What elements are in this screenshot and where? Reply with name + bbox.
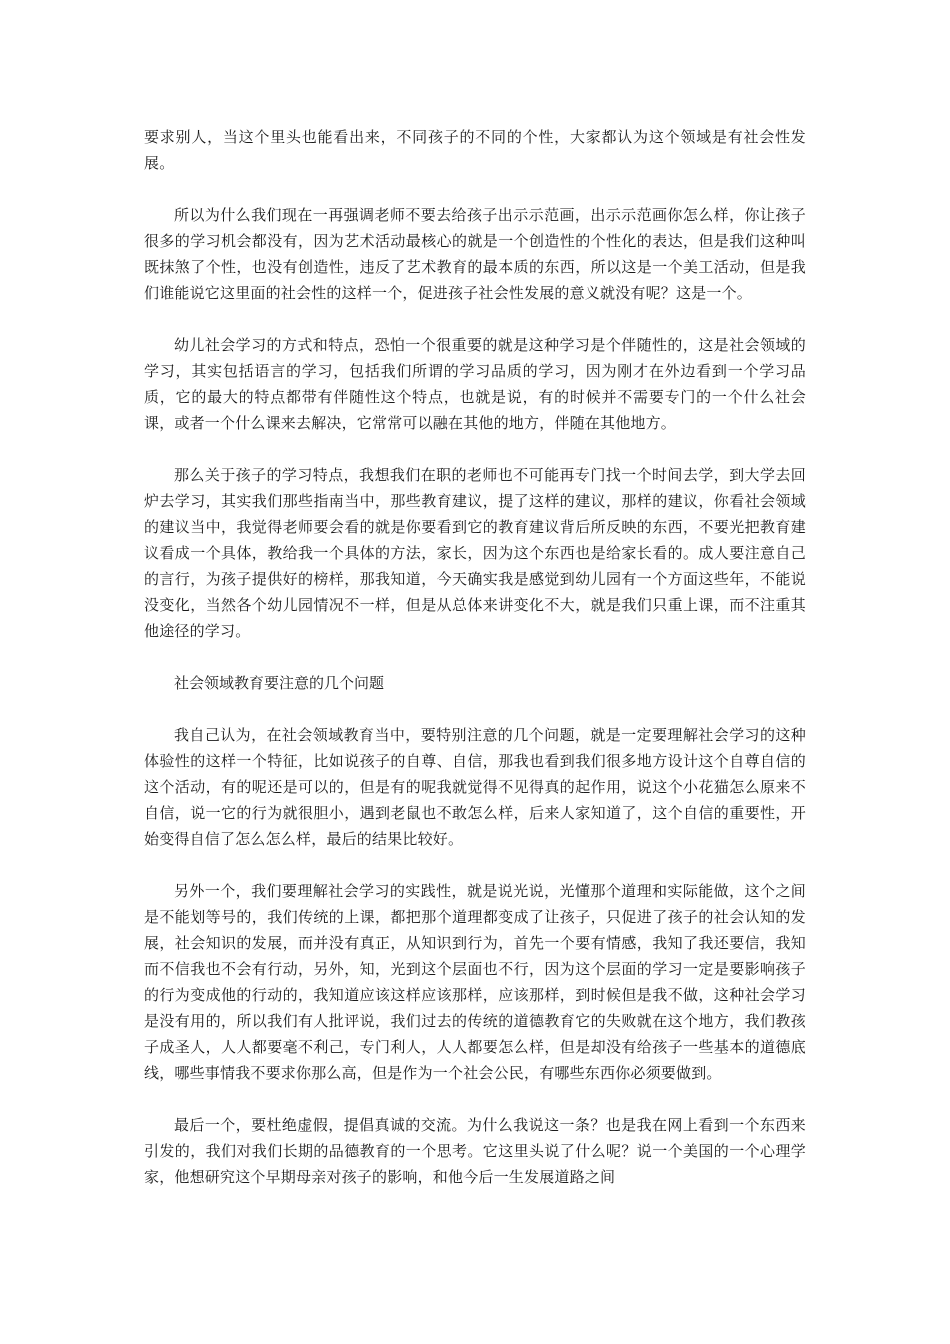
paragraph-5: 我自己认为，在社会领域教育当中，要特别注意的几个问题，就是一定要理解社会学习的这种体验性的这样一个特征，比如说孩子的自尊、自信，那我也看到我们很多地方设计这个自尊自信的这个活动，有的呢还是可以的，但是有的呢我就觉得不见得真的起作用，说这个小花猫怎么原来不自信，说一它的行为就很胆小，遇到老鼠也不敢怎么样，后来人家知道了，这个自信的重要性，开始变得自信了怎么怎么样，最后的结果比较好。: [144, 726, 806, 848]
paragraph-1: 要求别人，当这个里头也能看出来，不同孩子的不同的个性，大家都认为这个领域是有社会性发展。: [144, 128, 806, 172]
document-page: [144, 124, 806, 1216]
section-heading: 社会领域教育要注意的几个问题: [174, 674, 385, 692]
paragraph-6: 另外一个，我们要理解社会学习的实践性，就是说光说，光懂那个道理和实际能做，这个之间是不能划等号的，我们传统的上课，都把那个道理都变成了让孩子，只促进了孩子的社会认知的发展，社会知识的发展，而并没有真正，从知识到行为，首先一个要有情感，我知了我还要信，我知而不信我也不会有行动，另外，知，光到这个层面也不行，因为这个层面的学习一定是要影响孩子的行为变成他的行动的，我知道应该这样应该那样，应该那样，到时候但是我不做，这种社会学习是没有用的，所以我们有人批评说，我们过去的传统的道德教育它的失败就在这个地方，我们教孩子成圣人，人人都要毫不利己，专门利人，人人都要怎么样，但是却没有给孩子一些基本的道德底线，哪些事情我不要求你那么高，但是作为一个社会公民，有哪些东西你必须要做到。: [144, 882, 806, 1082]
paragraph-4: 那么关于孩子的学习特点，我想我们在职的老师也不可能再专门找一个时间去学，到大学去回炉去学习，其实我们那些指南当中，那些教育建议，提了这样的建议，那样的建议，你看社会领域的建议当中，我觉得老师要会看的就是你要看到它的教育建议背后所反映的东西，不要光把教育建议看成一个具体，教给我一个具体的方法，家长，因为这个东西也是给家长看的。成人要注意自己的言行，为孩子提供好的榜样，那我知道，今天确实我是感觉到幼儿园有一个方面这些年，不能说没变化，当然各个幼儿园情况不一样，但是从总体来讲变化不大，就是我们只重上课，而不注重其他途径的学习。: [144, 466, 806, 640]
paragraph-2: 所以为什么我们现在一再强调老师不要去给孩子出示示范画，出示示范画你怎么样，你让孩子很多的学习机会都没有，因为艺术活动最核心的就是一个创造性的个性化的表达，但是我们这种叫既抹煞了个性，也没有创造性，违反了艺术教育的最本质的东西，所以这是一个美工活动，但是我们谁能说它这里面的社会性的这样一个，促进孩子社会性发展的意义就没有呢？这是一个。: [144, 206, 806, 302]
paragraph-7: 最后一个，要杜绝虚假，提倡真诚的交流。为什么我说这一条？也是我在网上看到一个东西来引发的，我们对我们长期的品德教育的一个思考。它这里头说了什么呢？说一个美国的一个心理学家，他想研究这个早期母亲对孩子的影响，和他今后一生发展道路之间: [144, 1116, 806, 1186]
paragraph-3: 幼儿社会学习的方式和特点，恐怕一个很重要的就是这种学习是个伴随性的，这是社会领域的学习，其实包括语言的学习，包括我们所谓的学习品质的学习，因为刚才在外边看到一个学习品质，它的最大的特点都带有伴随性这个特点，也就是说，有的时候并不需要专门的一个什么社会课，或者一个什么课来去解决，它常常可以融在其他的地方，伴随在其他地方。: [144, 336, 806, 432]
